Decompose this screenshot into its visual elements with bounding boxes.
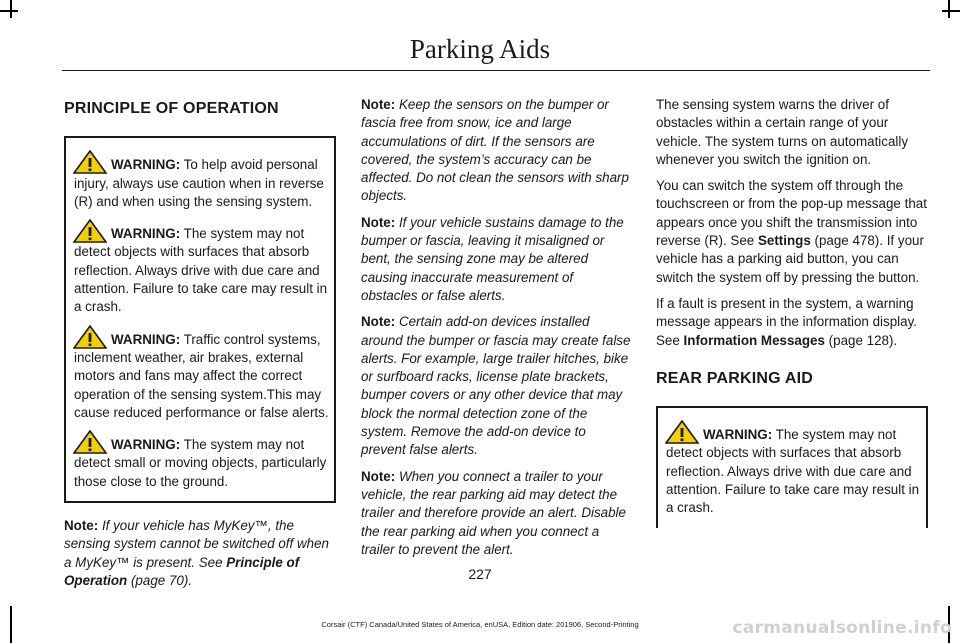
warning-box	[656, 406, 928, 527]
cross-reference-link[interactable]: Principle of Operation	[64, 554, 300, 588]
warning-box	[64, 136, 336, 503]
note-text: If your vehicle sustains damage to the bumper or fascia, leaving it misaligned or bent, the sensing zone may be altered causing inaccurate measurement of obstacles or false alerts.	[361, 214, 624, 303]
note-item	[361, 214, 633, 305]
warning-label: WARNING:	[111, 437, 181, 453]
warning-label: WARNING:	[703, 427, 773, 443]
settings-link[interactable]: Settings	[757, 233, 811, 249]
warning-item	[74, 325, 331, 422]
note-label: Note:	[64, 518, 99, 534]
warning-triangle-icon	[73, 430, 107, 454]
warning-label: WARNING:	[111, 157, 181, 173]
warning-item	[74, 150, 331, 211]
note-item	[361, 468, 633, 559]
crop-mark	[0, 10, 18, 12]
warning-label: WARNING:	[111, 331, 181, 347]
note-text: If your vehicle has MyKey™, the sensing system cannot be switched off when a MyKey™ is present. See	[64, 518, 329, 570]
note-label: Note:	[361, 97, 396, 112]
paragraph-text: If a fault is present in the system, a warning message appears in the information display. See	[656, 295, 918, 348]
paragraph-text: You can switch the system off through the touchscreen or from the pop-up message that appears once you shift the transmission into reverse (R). See	[656, 178, 927, 249]
warning-item	[74, 219, 331, 316]
crop-mark	[942, 10, 960, 12]
paragraph-sensing-system: The sensing system warns the driver of obstacles within a certain range of your vehicle. The system turns on automatically whenever you switch the ignition on.	[656, 97, 909, 167]
information-messages-link[interactable]: Information Messages	[683, 332, 825, 348]
watermark-logo: carmanualsonline.info	[732, 618, 952, 638]
paragraph-text: (page 478). If your vehicle has a parking aid button, you can switch the system off by pressing the button.	[656, 233, 924, 285]
warning-text: The system may not detect small or moving objects, particularly those close to the ground.	[74, 437, 327, 489]
warning-triangle-icon	[73, 219, 107, 243]
page-reference: (page 70).	[127, 572, 193, 588]
warning-item	[666, 420, 923, 517]
note-text: Keep the sensors on the bumper or fascia free from snow, ice and large accumulations of dirt. If the sensors are covered, the system’s accuracy can be affected. Do not clean the sensors with sharp objects.	[361, 97, 629, 204]
warning-triangle-icon	[73, 150, 107, 174]
note-label: Note:	[361, 468, 396, 484]
warning-triangle-icon	[665, 420, 699, 444]
warning-item	[74, 430, 331, 491]
page-number: 227	[468, 566, 492, 582]
paragraph-switch-off	[656, 177, 928, 287]
section-heading-principle: PRINCIPLE OF OPERATION	[64, 100, 279, 117]
warning-label: WARNING:	[111, 226, 181, 242]
note-item	[361, 96, 633, 206]
left-column	[64, 92, 336, 598]
paragraph-fault	[656, 295, 928, 350]
warning-text: The system may not detect objects with surfaces that absorb reflection. Always drive with due care and attention. Failure to take care may result in a crash.	[74, 226, 328, 315]
warning-text: Traffic control systems, inclement weather, air brakes, external motors and fans may affect the correct operation of the sensing system.This may cause reduced performance or false alerts.	[74, 331, 329, 420]
paragraph-text: (page 128).	[824, 332, 898, 348]
note-item	[361, 313, 633, 459]
note-label: Note:	[361, 214, 396, 230]
middle-column	[361, 96, 633, 567]
crop-mark	[948, 0, 950, 18]
page-header-title: Parking Aids	[409, 34, 551, 64]
warning-text: To help avoid personal injury, always use caution when in reverse (R) and when using the sensing system.	[74, 157, 324, 209]
section-heading-rear-parking-aid: REAR PARKING AID	[656, 369, 813, 387]
header-divider	[62, 70, 930, 71]
footer-edition-info: Corsair (CTF) Canada/United States of America, enUSA, Edition date: 201906, Second-Printing	[321, 620, 639, 629]
note-label: Note:	[361, 314, 396, 330]
right-column	[656, 96, 928, 528]
note-text: When you connect a trailer to your vehicle, the rear parking aid may detect the trailer and therefore provide an alert. Disable the rear parking aid when you connect a trailer to prevent the alert.	[361, 468, 626, 557]
crop-mark	[10, 0, 12, 18]
warning-text: The system may not detect objects with surfaces that absorb reflection. Always drive with due care and attention. Failure to take care may result in a crash.	[666, 427, 920, 516]
note-text: Certain add-on devices installed around the bumper or fascia may create false alerts. For example, large trailer hitches, bike or surfboard racks, license plate brackets, bumper covers or any other device that may block the normal detection zone of the system. Remove the add-on device to prevent false alerts.	[361, 314, 631, 458]
warning-triangle-icon	[73, 325, 107, 349]
